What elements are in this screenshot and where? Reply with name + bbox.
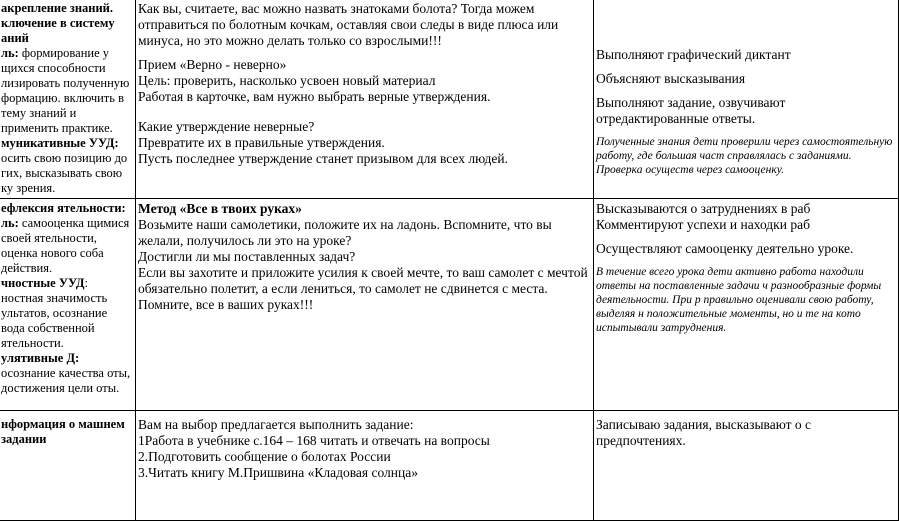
stage-cell-homework <box>0 411 136 521</box>
goal-label: ль: <box>1 216 19 230</box>
stage-goal <box>1 216 131 276</box>
activity-line: Достигли ли мы поставленных задач? <box>138 249 356 264</box>
stage-uud <box>1 136 131 196</box>
uud-text: : ностная значимость ультатов, осознание вода собственной ятельности. <box>1 276 108 350</box>
activity-line: Помните, все в ваших руках!!! <box>138 297 314 312</box>
activity-line: 2.Подготовить сообщение о болотах России <box>138 449 391 464</box>
student-line: Комментируют успехи и находки раб <box>596 217 810 232</box>
table-row-consolidation <box>0 0 899 199</box>
activity-line: Возьмите наши самолетики, положите их на ладонь. Вспомните, что вы желали, получилось ли это на уроке? <box>138 217 552 248</box>
uud-label: муникативные УУД: <box>1 136 119 150</box>
stage-goal <box>1 46 131 136</box>
activity-line: Если вы захотите и приложите усилия к своей мечте, то ваш самолет с мечтой обязательно полетит, а если лениться, то самолет не сдвинется с места. <box>138 265 588 296</box>
student-activity-homework <box>594 411 899 521</box>
stage-uud-personal <box>1 276 131 351</box>
stage-uud-regulatory <box>1 351 131 396</box>
stage-title: акрепление знаний. ключение в систему аний <box>1 1 115 45</box>
activity-line: Прием «Верно - неверно» <box>138 57 287 72</box>
activity-line: Превратите их в правильные утверждения. <box>138 135 385 150</box>
goal-label: ль: <box>1 46 19 60</box>
result-note: В течение всего урока дети активно работа находили ответы на поставленные задачи ч разнообразные формы деятельности. При р правильно оценивали свою работу, выделяя н положительные моменты, но и те на кото испытывали затруднения. <box>596 266 882 334</box>
stage-title: ефлексия ятельности: <box>1 201 126 215</box>
goal-text: формирование у щихся способности лизировать полученную формацию. включить в тему знаний и применить практике. <box>1 46 130 135</box>
activity-paragraph: Как вы, считаете, вас можно назвать знатоками болота? Тогда можем отправиться по болотным кочкам, оставляя свои следы в виде плюса или минуса, но это можно делать только со взрослыми!!! <box>138 1 559 48</box>
student-line: Выполняют задание, озвучивают отредактированные ответы. <box>596 95 786 126</box>
student-line: Выполняют графический диктант <box>596 47 791 62</box>
stage-cell-reflection <box>0 199 136 411</box>
result-note: Полученные знания дети проверили через самостоятельную работу, где большая част справлялась с заданиями. Проверка осуществ через самооценку. <box>596 136 893 176</box>
stage-cell-consolidation <box>0 0 136 199</box>
activity-line: Цель: проверить, насколько усвоен новый материал <box>138 73 436 88</box>
activity-line: Пусть последнее утверждение станет призывом для всех людей. <box>138 151 508 166</box>
student-activity-reflection <box>594 199 899 411</box>
activity-line: Какие утверждение неверные? <box>138 119 315 134</box>
student-line: Высказываются о затруднениях в раб <box>596 201 811 216</box>
goal-text: самооценка щимися своей ятельности, оценка нового соба действия. <box>1 216 130 275</box>
table-row-homework <box>0 411 899 521</box>
activity-line: 3.Читать книгу М.Пришвина «Кладовая солнца» <box>138 465 418 480</box>
uud-text: осознание качества оты, достижения цели оты. <box>1 366 131 395</box>
activity-line: 1Работа в учебнике с.164 – 168 читать и отвечать на вопросы <box>138 433 490 448</box>
student-line: Осуществляют самооценку деятельно уроке. <box>596 241 854 256</box>
stage-title: нформация о машнем задании <box>1 417 125 446</box>
uud-label: улятивные Д: <box>1 351 80 365</box>
activity-line: Вам на выбор предлагается выполнить задание: <box>138 417 414 432</box>
method-title: Метод «Все в твоих руках» <box>138 201 302 216</box>
uud-text: осить свою позицию до гих, высказывать свою ку зрения. <box>1 151 128 195</box>
activity-line: Работая в карточке, вам нужно выбрать верные утверждения. <box>138 89 491 104</box>
teacher-activity-reflection <box>136 199 594 411</box>
student-activity-consolidation <box>594 0 899 199</box>
student-line: Записываю задания, высказывают о с предпочтениях. <box>596 417 812 448</box>
teacher-activity-homework <box>136 411 594 521</box>
teacher-activity-consolidation <box>136 0 594 199</box>
uud-label: чностные УУД <box>1 276 85 290</box>
student-line: Объясняют высказывания <box>596 71 746 86</box>
table-row-reflection <box>0 199 899 411</box>
